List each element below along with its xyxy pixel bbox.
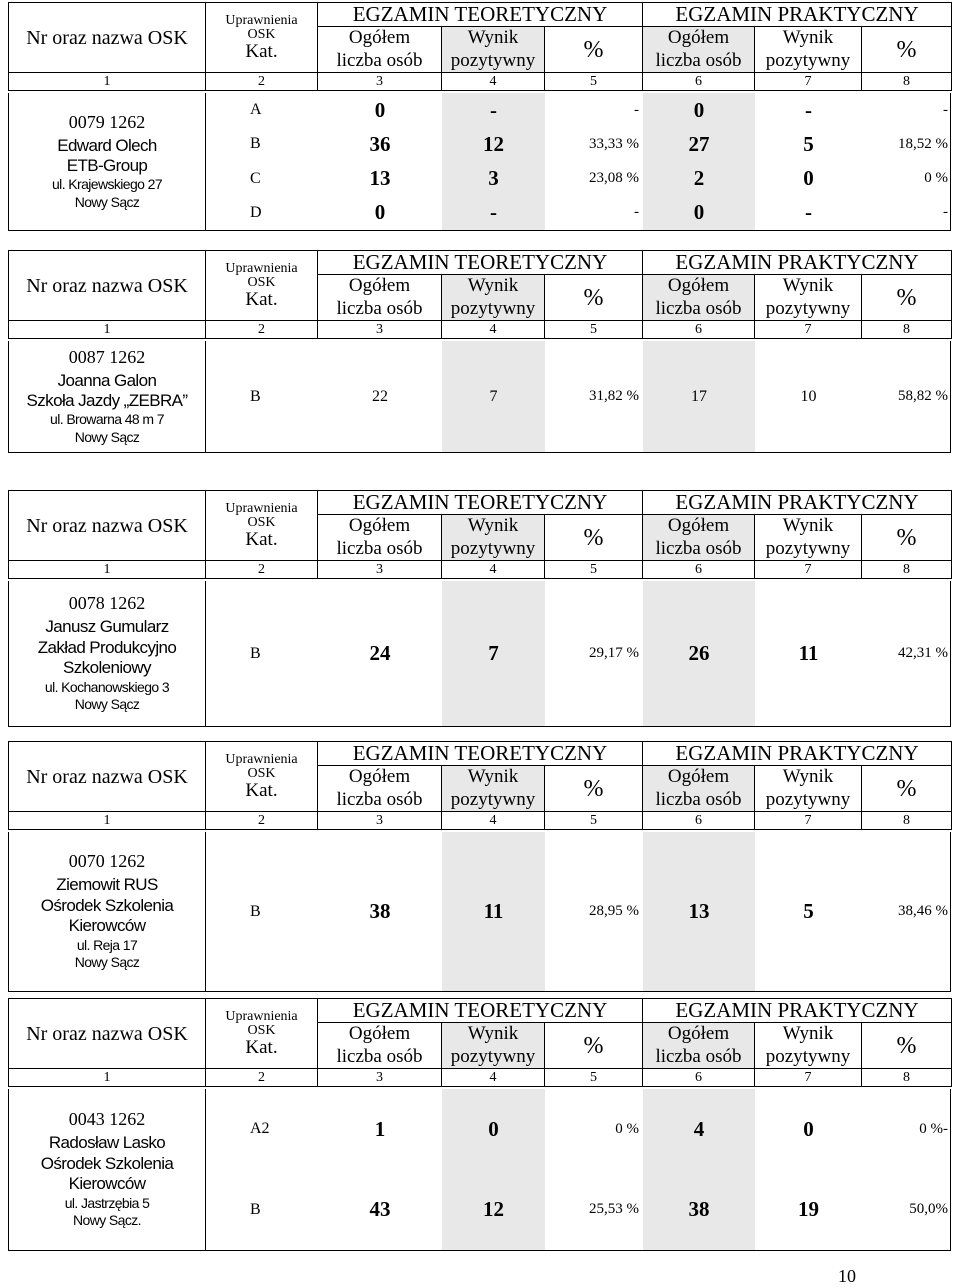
osk-address-line: ul. Kochanowskiego 3 (44, 678, 170, 695)
osk-address-line: Janusz Gumularz (45, 617, 169, 637)
cell-tw: 7 (489, 387, 498, 405)
osk-results (8, 581, 951, 727)
osk-address-line: Nowy Sącz (74, 954, 140, 971)
cell-pp: - (943, 101, 948, 118)
cell-tw: 7 (488, 641, 499, 665)
header-theory: EGZAMIN TEORETYCZNY (318, 251, 643, 275)
osk-address (9, 1089, 206, 1250)
column-numbers: 1 2 3 4 5 6 7 8 (9, 812, 952, 830)
cell-kat: B (250, 135, 261, 153)
cell-pw: 5 (803, 131, 814, 156)
osk-results (8, 341, 951, 453)
cell-pp: 0 % (924, 170, 948, 187)
header-category: Uprawnienia OSK Kat. (206, 742, 318, 812)
cell-tp: 23,08 % (589, 170, 639, 187)
cell-pp: 58,82 % (898, 388, 948, 404)
cell-kat: B (250, 387, 261, 405)
cell-to: 43 (369, 1197, 391, 1222)
cell-pw: 0 (803, 1116, 814, 1141)
cell-tp: - (634, 204, 639, 221)
osk-block (8, 998, 951, 1229)
cell-to: 1 (374, 1116, 386, 1141)
osk-code: 0043 1262 (68, 1109, 146, 1130)
osk-block (8, 741, 951, 971)
osk-results (8, 1089, 951, 1251)
cell-tp: 0 % (615, 1120, 639, 1137)
osk-address-line: Kierowców (68, 916, 146, 936)
header-osk-name: Nr oraz nazwa OSK (9, 742, 206, 812)
header-category: Uprawnienia OSK Kat. (206, 251, 318, 321)
cell-tp: 31,82 % (589, 388, 639, 404)
cell-pp: 42,31 % (898, 645, 948, 661)
cell-po: 26 (688, 641, 710, 665)
cell-po: 13 (688, 899, 710, 923)
cell-to: 0 (374, 97, 386, 122)
osk-address-line: Zakład Produkcyjno (37, 637, 177, 657)
header-osk-name: Nr oraz nazwa OSK (9, 999, 206, 1069)
cell-tw: 12 (483, 1197, 504, 1222)
cell-po: 0 (693, 97, 705, 122)
cell-tw: - (490, 97, 497, 122)
osk-code: 0087 1262 (68, 346, 146, 367)
cell-tw: 12 (483, 131, 504, 156)
cell-pw: 5 (803, 899, 814, 923)
osk-results (8, 93, 951, 231)
cell-po: 2 (693, 166, 705, 191)
header-practical: EGZAMIN PRAKTYCZNY (643, 251, 952, 275)
cell-tp: 28,95 % (589, 903, 639, 919)
header-osk-name: Nr oraz nazwa OSK (9, 491, 206, 561)
cell-to: 24 (369, 641, 391, 665)
column-numbers: 1 2 3 4 5 6 7 8 (9, 73, 952, 91)
cell-tw: - (490, 200, 497, 225)
cell-pw: 19 (798, 1197, 819, 1222)
osk-block (8, 2, 951, 225)
cell-po: 38 (688, 1197, 710, 1222)
header-osk-name: Nr oraz nazwa OSK (9, 3, 206, 73)
table-header: Nr oraz nazwa OSK Uprawnienia OSK Kat. EGZAMIN TEORETYCZNY EGZAMIN PRAKTYCZNY Ogółem Wynik % Ogółem Wynik % liczba osób pozytywny liczba osób pozytywny 1 2 3 4 5 6 7 8 (8, 741, 952, 830)
cell-pw: 0 (803, 166, 814, 191)
table-header: Nr oraz nazwa OSK Uprawnienia OSK Kat. EGZAMIN TEORETYCZNY EGZAMIN PRAKTYCZNY Ogółem Wynik % Ogółem Wynik % liczba osób pozytywny liczba osób pozytywny 1 2 3 4 5 6 7 8 (8, 2, 952, 91)
osk-address (9, 581, 206, 726)
osk-address (9, 341, 206, 452)
cell-po: 27 (688, 131, 710, 156)
osk-address (9, 832, 206, 991)
header-category: Uprawnienia OSK Kat. (206, 491, 318, 561)
header-practical: EGZAMIN PRAKTYCZNY (643, 3, 952, 27)
cell-pp: 18,52 % (898, 135, 948, 152)
cell-pp: 50,0% (909, 1201, 948, 1218)
cell-kat: A (250, 101, 262, 119)
cell-tp: - (634, 101, 639, 118)
osk-address-line: ETB-Group (66, 156, 148, 175)
cell-tp: 25,53 % (589, 1201, 639, 1218)
cell-pp: - (943, 204, 948, 221)
osk-address-line: ul. Browarna 48 m 7 (50, 411, 164, 428)
page-number: 10 (838, 1266, 856, 1286)
osk-address-line: Ośrodek Szkolenia (40, 1153, 174, 1173)
cell-to: 38 (369, 899, 391, 923)
osk-block (8, 490, 951, 713)
osk-code: 0079 1262 (68, 111, 146, 132)
cell-kat: B (250, 902, 261, 920)
osk-results (8, 832, 951, 992)
column-numbers: 1 2 3 4 5 6 7 8 (9, 321, 952, 339)
osk-address-line: Edward Olech (57, 135, 157, 155)
osk-address-line: Nowy Sącz (74, 193, 140, 210)
osk-address-line: Nowy Sącz (74, 696, 140, 713)
cell-to: 36 (369, 131, 391, 156)
table-header: Nr oraz nazwa OSK Uprawnienia OSK Kat. EGZAMIN TEORETYCZNY EGZAMIN PRAKTYCZNY Ogółem Wynik % Ogółem Wynik % liczba osób pozytywny liczba osób pozytywny 1 2 3 4 5 6 7 8 (8, 490, 952, 579)
header-theory: EGZAMIN TEORETYCZNY (318, 491, 643, 515)
osk-address (9, 93, 206, 230)
osk-address-line: ul. Reja 17 (76, 936, 138, 953)
header-theory: EGZAMIN TEORETYCZNY (318, 999, 643, 1023)
osk-address-line: Szkoła Jazdy „ZEBRA” (26, 391, 188, 410)
cell-to: 0 (374, 200, 386, 225)
osk-address-line: Ośrodek Szkolenia (40, 895, 174, 915)
cell-tp: 33,33 % (589, 135, 639, 152)
cell-tw: 11 (483, 899, 504, 923)
header-theory: EGZAMIN TEORETYCZNY (318, 3, 643, 27)
osk-address-line: Nowy Sącz. (73, 1212, 141, 1229)
table-header: Nr oraz nazwa OSK Uprawnienia OSK Kat. EGZAMIN TEORETYCZNY EGZAMIN PRAKTYCZNY Ogółem Wynik % Ogółem Wynik % liczba osób pozytywny liczba osób pozytywny 1 2 3 4 5 6 7 8 (8, 250, 952, 339)
cell-po: 0 (693, 200, 705, 225)
cell-pp: 0 %- (919, 1120, 948, 1137)
osk-block (8, 250, 951, 445)
cell-pw: - (805, 97, 812, 122)
header-practical: EGZAMIN PRAKTYCZNY (643, 999, 952, 1023)
cell-to: 22 (372, 387, 388, 405)
column-numbers: 1 2 3 4 5 6 7 8 (9, 561, 952, 579)
cell-pw: - (805, 200, 812, 225)
cell-kat: B (250, 644, 261, 662)
osk-code: 0078 1262 (68, 593, 146, 614)
cell-tp: 29,17 % (589, 645, 639, 661)
cell-kat: D (250, 203, 262, 221)
cell-kat: C (250, 169, 261, 187)
cell-tw: 0 (488, 1116, 499, 1141)
osk-code: 0070 1262 (68, 851, 146, 872)
osk-address-line: Joanna Galon (57, 370, 157, 390)
column-numbers: 1 2 3 4 5 6 7 8 (9, 1069, 952, 1087)
header-category: Uprawnienia OSK Kat. (206, 999, 318, 1069)
cell-pw: 11 (798, 641, 819, 665)
header-category: Uprawnienia OSK Kat. (206, 3, 318, 73)
osk-address-line: Radosław Lasko (48, 1133, 166, 1153)
osk-address-line: Kierowców (68, 1174, 146, 1194)
osk-address-line: ul. Jastrzębia 5 (64, 1194, 150, 1211)
cell-kat: A2 (250, 1120, 270, 1138)
cell-po: 17 (691, 387, 707, 405)
cell-tw: 3 (488, 166, 499, 191)
osk-address-line: Nowy Sącz (74, 428, 140, 445)
header-osk-name: Nr oraz nazwa OSK (9, 251, 206, 321)
osk-address-line: Ziemowit RUS (56, 875, 158, 895)
cell-kat: B (250, 1200, 261, 1218)
osk-address-line: Szkoleniowy (63, 658, 151, 678)
cell-pp: 38,46 % (898, 903, 948, 919)
table-header: Nr oraz nazwa OSK Uprawnienia OSK Kat. EGZAMIN TEORETYCZNY EGZAMIN PRAKTYCZNY Ogółem Wynik % Ogółem Wynik % liczba osób pozytywny liczba osób pozytywny 1 2 3 4 5 6 7 8 (8, 998, 952, 1087)
cell-to: 13 (369, 166, 391, 191)
cell-po: 4 (693, 1116, 705, 1141)
header-practical: EGZAMIN PRAKTYCZNY (643, 491, 952, 515)
osk-address-line: ul. Krajewskiego 27 (52, 176, 162, 193)
cell-pw: 10 (800, 387, 817, 405)
header-practical: EGZAMIN PRAKTYCZNY (643, 742, 952, 766)
header-theory: EGZAMIN TEORETYCZNY (318, 742, 643, 766)
